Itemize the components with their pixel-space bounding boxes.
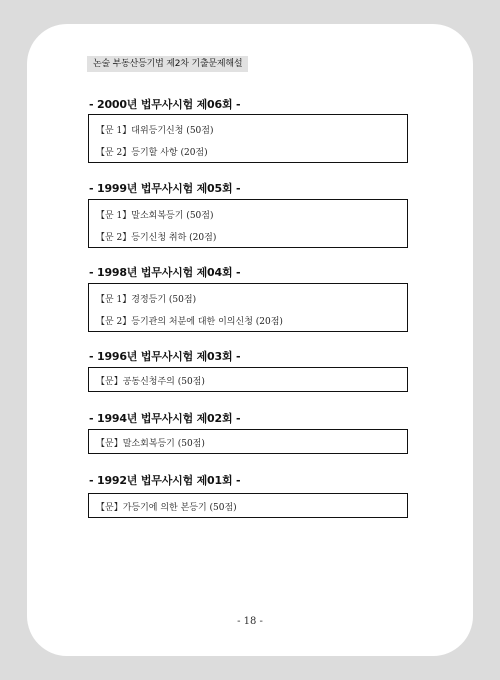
section-title-1998: - 1998년 법무사시험 제04회 - [89,266,241,279]
question-item: 【문 2】등기관의 처분에 대한 이의신청 (20점) [96,317,283,327]
document-page [27,24,473,656]
question-box-2000 [88,114,408,163]
question-box-1994 [88,429,408,454]
question-box-1999 [88,199,408,248]
question-item: 【문】말소회복등기 (50점) [96,439,205,449]
question-item: 【문 1】말소회복등기 (50점) [96,211,214,221]
question-box-1992 [88,493,408,518]
question-box-1996 [88,367,408,392]
page-number: - 18 - [237,616,263,627]
question-item: 【문】가등기에 의한 본등기 (50점) [96,503,237,513]
question-item: 【문 2】등기신청 취하 (20점) [96,233,217,243]
section-title-1992: - 1992년 법무사시험 제01회 - [89,474,241,487]
question-box-1998 [88,283,408,332]
running-header: 논술 부동산등기법 제2차 기출문제해설 [87,56,248,72]
question-item: 【문】공동신청주의 (50점) [96,377,205,387]
section-title-2000: - 2000년 법무사시험 제06회 - [89,98,241,111]
question-item: 【문 1】대위등기신청 (50점) [96,126,214,136]
question-item: 【문 1】경정등기 (50점) [96,295,197,305]
section-title-1999: - 1999년 법무사시험 제05회 - [89,182,241,195]
section-title-1996: - 1996년 법무사시험 제03회 - [89,350,241,363]
question-item: 【문 2】등기할 사항 (20점) [96,148,208,158]
section-title-1994: - 1994년 법무사시험 제02회 - [89,412,241,425]
